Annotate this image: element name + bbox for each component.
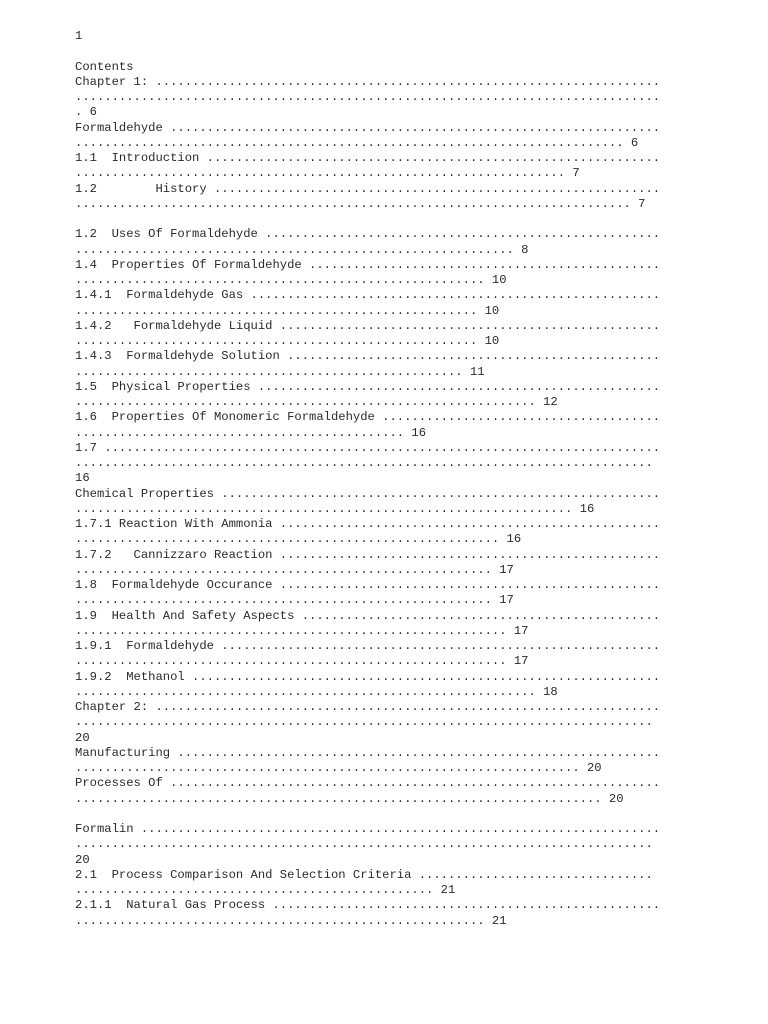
toc-line: Processes Of ................................................................... (75, 776, 661, 791)
toc-line: ......................................................... 17 (75, 562, 514, 577)
toc-line: ............................................................... 18 (75, 684, 558, 699)
toc-line: ....................................................... 10 (75, 303, 500, 318)
toc-line: 1.1 Introduction .............................................................. (75, 151, 661, 165)
toc-line: 1.4.3 Formaldehyde Solution ................................................... (75, 349, 661, 364)
toc-line: 20 (75, 730, 90, 745)
toc-line: ..................................................................... 20 (75, 761, 602, 775)
toc-line: ......................................................... 17 (75, 593, 514, 608)
toc-line: ..................................................... 11 (75, 364, 485, 379)
toc-line: ............................................................... 12 (75, 395, 558, 409)
toc-line: 1.7 ............................................................................ (75, 440, 661, 455)
toc-heading: Contents (75, 59, 134, 74)
toc-line: ............................................................................... (75, 837, 653, 852)
toc-line: Chapter 1: ..................................................................... (75, 74, 661, 89)
toc-line: 1.4.1 Formaldehyde Gas ........................................................ (75, 288, 661, 303)
toc-line: 1.7.1 Reaction With Ammonia .................................................... (75, 517, 661, 531)
toc-line: ............................................. 16 (75, 425, 427, 440)
toc-line: .................................................................... 16 (75, 501, 595, 516)
blank-line (75, 44, 675, 59)
toc-line: .......................................................... 16 (75, 532, 522, 547)
toc-line: ............................................................................ 7 (75, 196, 646, 211)
toc-line: 1.2 Uses Of Formaldehyde ...................................................... (75, 227, 661, 242)
toc-line: Formaldehyde ................................................................... (75, 120, 661, 135)
toc-line: 16 (75, 471, 90, 486)
toc-line: ........................................................................... 6 (75, 135, 639, 150)
toc-line: ........................................................................ 20 (75, 791, 624, 806)
toc-line: 1.4 Properties Of Formaldehyde ................................................ (75, 257, 661, 272)
toc-line: Chemical Properties ............................................................ (75, 486, 661, 501)
toc-line: 1.5 Physical Properties ....................................................... (75, 379, 661, 394)
toc-line: ........................................................... 17 (75, 623, 529, 638)
toc-line: . 6 (75, 105, 97, 120)
toc-line: ............................................................................... (75, 715, 653, 730)
toc-line: 20 (75, 852, 90, 867)
toc-line: 1.9.1 Formaldehyde ............................................................ (75, 639, 661, 653)
toc-line: Formalin ....................................................................... (75, 822, 661, 836)
toc-line: 2.1 Process Comparison And Selection Criteria ................................ (75, 867, 653, 882)
toc-line: 1.2 History ............................................................. (75, 181, 661, 196)
toc-line: ................................................. 21 (75, 883, 456, 897)
blank-line (75, 807, 675, 822)
toc-line: 1.8 Formaldehyde Occurance .................................................... (75, 578, 661, 592)
toc-line: ................................................................... 7 (75, 166, 580, 181)
toc-line: ........................................................ 21 (75, 913, 507, 928)
page-number: 1 (75, 29, 83, 43)
toc-line: ............................................................................... (75, 456, 653, 470)
toc-line: ....................................................... 10 (75, 334, 500, 348)
blank-line (75, 212, 675, 227)
toc-line: ................................................................................ (75, 90, 661, 104)
toc-line: 1.9 Health And Safety Aspects ................................................. (75, 608, 661, 623)
toc-line: ........................................................ 10 (75, 273, 507, 287)
toc-line: Manufacturing .................................................................. (75, 745, 661, 760)
toc-line: 1.9.2 Methanol ................................................................ (75, 669, 661, 684)
toc-line: ............................................................ 8 (75, 242, 529, 257)
toc-line: 1.6 Properties Of Monomeric Formaldehyde ...................................... (75, 410, 661, 425)
toc-line: 2.1.1 Natural Gas Process ..................................................... (75, 898, 661, 913)
table-of-contents (75, 75, 768, 929)
toc-line: 1.7.2 Cannizzaro Reaction .................................................... (75, 547, 661, 562)
toc-line: Chapter 2: ..................................................................... (75, 700, 661, 714)
toc-line: 1.4.2 Formaldehyde Liquid .................................................... (75, 318, 661, 333)
toc-line: ........................................................... 17 (75, 654, 529, 669)
